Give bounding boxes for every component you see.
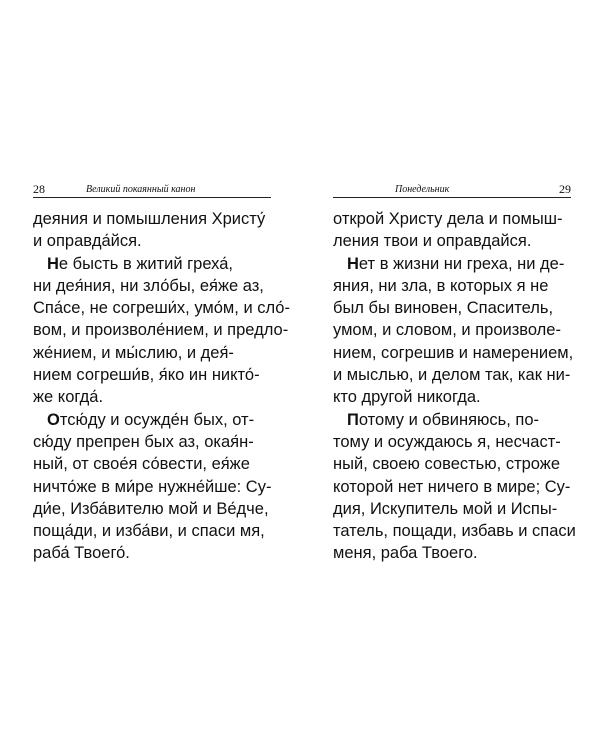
text-line: же когда́. <box>33 388 104 407</box>
text-line: Спа́се, не согреши́х, умо́м, и сло́- <box>33 299 290 318</box>
running-title: Понедельник <box>395 184 450 195</box>
text-line: деяния и помышления Христу́ <box>33 210 266 228</box>
text-line: открой Христу дела и помыш- <box>333 210 563 228</box>
text-line: же́нием, и мы́слию, и дея́- <box>33 343 234 362</box>
text-line: меня, раба Твоего. <box>333 544 478 563</box>
text-line: нием, согрешив и намерением, <box>333 343 574 362</box>
text-line: отому и обвиняюсь, по- <box>358 410 540 429</box>
text-line: которой нет ничего в мире; Су- <box>333 477 571 496</box>
paragraph <box>333 409 576 565</box>
text-line: кто другой никогда. <box>333 388 481 407</box>
text-line: дия, Искупитель мой и Испы- <box>333 499 558 518</box>
text-line: тсю́ду и осужде́н бых, от- <box>59 410 255 429</box>
left-page-header <box>33 180 271 198</box>
right-page-header <box>333 180 571 198</box>
paragraph <box>33 208 271 253</box>
text-line: ни дея́ния, ни зло́бы, ея́же аз, <box>33 276 264 295</box>
text-line: сю́ду препрен бых аз, окая́н- <box>33 432 254 451</box>
initial-letter: Н <box>347 254 359 273</box>
initial-letter: Н <box>47 254 59 273</box>
text-line: и мыслью, и делом так, как ни- <box>333 366 571 385</box>
text-line: татель, пощади, избавь и спаси <box>333 522 576 541</box>
page-number: 29 <box>559 182 571 196</box>
running-title: Великий покаянный канон <box>86 184 196 195</box>
right-page-text <box>333 208 576 565</box>
text-line: ный, от свое́я со́вести, ея́же <box>33 455 250 474</box>
text-line: ет в жизни ни греха, ни де- <box>358 254 565 273</box>
text-line: раба́ Твоего́. <box>33 544 130 563</box>
text-line: е бысть в житий греха́, <box>58 254 233 273</box>
paragraph <box>333 253 574 409</box>
text-line: ный, своею совестью, строже <box>333 455 561 474</box>
text-line: яния, ни зла, в которых я не <box>333 276 549 295</box>
left-page-text <box>33 208 290 565</box>
paragraph <box>33 253 290 409</box>
paragraph <box>33 409 271 565</box>
text-line: ления твои и оправдайся. <box>333 232 532 251</box>
text-line: ди́е, Изба́вителю мой и Ве́дче, <box>33 499 269 518</box>
text-line: вом, и произволе́нием, и предло- <box>33 321 289 340</box>
text-line: был бы виновен, Спаситель, <box>333 299 554 318</box>
right-page <box>333 180 576 565</box>
text-line: ничто́же в ми́ре нужне́йше: Су- <box>33 477 272 496</box>
page-number: 28 <box>33 182 45 196</box>
initial-letter: О <box>47 410 60 429</box>
text-line: умом, и словом, и произволе- <box>333 321 561 340</box>
text-line: и оправда́йся. <box>33 232 142 251</box>
initial-letter: П <box>347 410 359 429</box>
text-line: тому и осуждаюсь я, несчаст- <box>333 432 561 451</box>
text-line: поща́ди, и изба́ви, и спаси мя, <box>33 522 265 541</box>
paragraph <box>333 208 571 253</box>
text-line: нием согреши́в, я́ко ин никто́- <box>33 366 260 385</box>
left-page <box>33 180 290 565</box>
